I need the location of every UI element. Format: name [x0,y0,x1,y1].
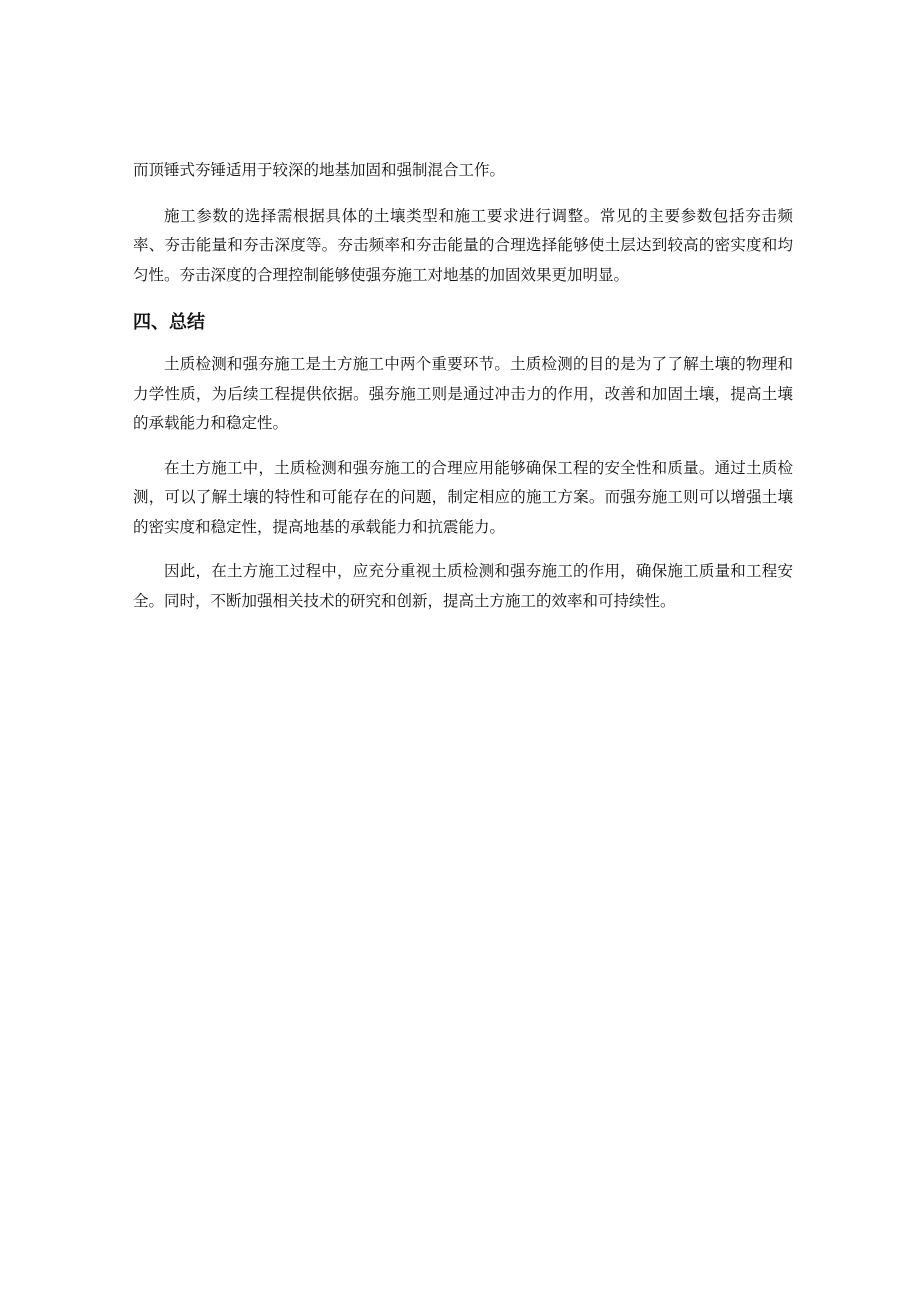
paragraph-construction-parameters: 施工参数的选择需根据具体的土壤类型和施工要求进行调整。常见的主要参数包括夯击频率、夯击能量和夯击深度等。夯击频率和夯击能量的合理选择能够使土层达到较高的密实度和均匀性。夯击深度的合理控制能够使强夯施工对地基的加固效果更加明显。 [133,206,793,284]
paragraph-summary-3: 因此，在土方施工过程中，应充分重视土质检测和强夯施工的作用，确保施工质量和工程安全。同时，不断加强相关技术的研究和创新，提高土方施工的效率和可持续性。 [133,562,793,610]
paragraph-continued: 而顶锤式夯锤适用于较深的地基加固和强制混合工作。 [133,161,506,179]
section-heading: 四、总结 [133,312,205,333]
paragraph-summary-1: 土质检测和强夯施工是土方施工中两个重要环节。土质检测的目的是为了了解土壤的物理和力学性质，为后续工程提供依据。强夯施工则是通过冲击力的作用，改善和加固土壤，提高土壤的承载能力和稳定性。 [133,355,793,432]
paragraph-summary-2: 在土方施工中，土质检测和强夯施工的合理应用能够确保工程的安全性和质量。通过土质检测，可以了解土壤的特性和可能存在的问题，制定相应的施工方案。而强夯施工则可以增强土壤的密实度和稳定性，提高地基的承载能力和抗震能力。 [133,458,793,536]
document-body [133,156,793,631]
